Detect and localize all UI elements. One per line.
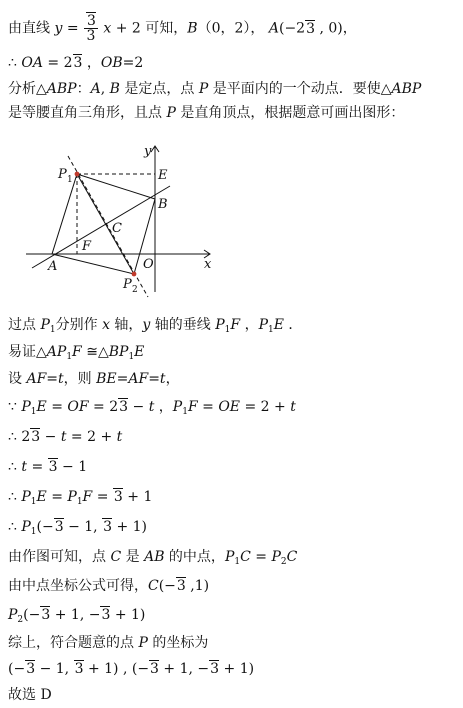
label-x: x <box>204 257 212 272</box>
text-line-5: 过点 $P_1$分别作 x 轴，y 轴的垂线 $P_1F$ ，$P_1E$ ． <box>8 317 303 335</box>
text-line-15: $P_2(-3 + 1$, −3 + 1) <box>8 607 146 625</box>
line-ab <box>32 186 170 268</box>
text-line-6: 易证$\triangle AP_1F$ $≅\triangle BP_1E$ <box>8 344 145 362</box>
text-line-14: 由中点坐标公式可得，C(−3 ,1) <box>8 578 210 594</box>
text-line-10: ∴ t = 3 − 1 <box>8 459 88 475</box>
text-line-12: ∴ $P_1(-3 - 1$, 3 + 1) <box>8 519 148 537</box>
text-line-16: 综上，符合题意的点 P 的坐标为 <box>8 635 209 651</box>
label-p1-sub: 1 <box>67 175 73 185</box>
text-line-13: 由作图可知，点 C 是 AB 的中点，$P_1C = P_2C$ <box>8 549 298 567</box>
label-p2: P <box>123 277 132 292</box>
segment-p1p2 <box>77 174 134 274</box>
text-line-8: ∵ $P_1E$ = OF = 23 − t ，$P_1F$ = OE = 2 + t <box>8 399 296 417</box>
text-line-4: 是等腰直角三角形，且点 P 是直角顶点，根据题意可画出图形： <box>8 105 405 121</box>
text-line-1: 由直线 y = $\frac{3}{3}$ x + 2 可知，B（0，2）， A(−23 , 0)， <box>8 13 357 44</box>
label-y: y <box>144 144 152 159</box>
dashed-line <box>68 156 148 297</box>
geometry-figure <box>22 142 222 300</box>
label-o: O <box>143 257 154 272</box>
text-line-17: (−3 − 1, 3 + 1) , (−3 + 1, −3 + 1) <box>8 661 255 677</box>
point-p2 <box>132 272 137 277</box>
text-line-11: ∴ $P_1E = P_1F = 3 + 1$ <box>8 489 153 507</box>
text-line-3: 分析△ABP：A, B 是定点，点 P 是平面内的一个动点．要使△ABP <box>8 81 422 97</box>
label-b: B <box>158 197 168 212</box>
label-e: E <box>158 168 168 183</box>
label-c: C <box>112 221 122 236</box>
text-line-9: ∴ 23 − t = 2 + t <box>8 429 123 445</box>
text-line-7: 设 AF=t，则 BE=AF=t， <box>8 371 180 387</box>
label-p1: P <box>58 167 67 182</box>
segment-ap1 <box>52 174 77 254</box>
label-a: A <box>48 259 58 274</box>
text-line-18: 故选 D <box>8 687 52 703</box>
label-f: F <box>82 239 92 254</box>
label-p2-sub: 2 <box>132 285 138 295</box>
segment-ap2 <box>52 254 134 274</box>
text-line-2: ∴ OA = 23 ，OB=2 <box>8 55 144 71</box>
point-p1 <box>75 172 80 177</box>
